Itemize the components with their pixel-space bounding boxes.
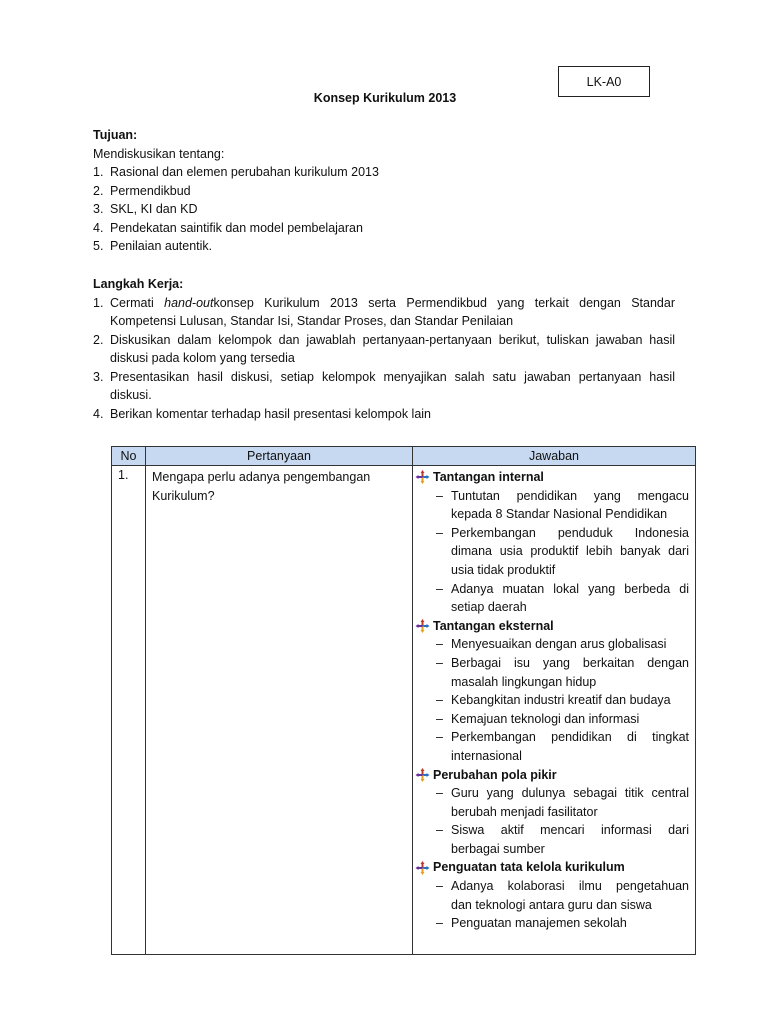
- answer-item: [415, 691, 689, 710]
- answer-item-text: setiap daerah: [451, 600, 527, 615]
- answer-item: [415, 914, 689, 933]
- four-way-arrow-icon: [415, 861, 430, 875]
- answer-item-text: Perkembangan penduduk Indonesia: [451, 525, 689, 540]
- dash-bullet: –: [436, 637, 443, 652]
- answer-item-text: Siswa aktif mencari informasi dari: [451, 823, 689, 838]
- work-step: 2. Diskusikan dalam kelompok dan jawablah pertanyaan-pertanyaan berikut, tuliskan jawaban hasil diskusi pada kolom yang tersedia: [93, 332, 675, 365]
- worksheet-code: LK-A0: [586, 74, 622, 89]
- work-step: 1. Cermati hand-outkonsep Kurikulum 2013 serta Permendikbud yang terkait dengan Standar Kompetensi Lulusan, Standar Isi, Standar Proses, dan Standar Penilaian: [93, 295, 675, 328]
- answer-item: [415, 580, 689, 617]
- answer-item: [415, 821, 689, 858]
- dash-bullet: –: [436, 488, 443, 503]
- work-steps-section: [93, 275, 675, 423]
- question-text: Mengapa perlu adanya pengembangan Kurikulum?: [146, 466, 413, 955]
- answer-item: [415, 487, 689, 524]
- dash-bullet: –: [436, 711, 443, 726]
- dash-bullet: –: [436, 581, 443, 596]
- answer-item-text: Adanya kolaborasi ilmu pengetahuan: [451, 879, 689, 894]
- table-header-row: [112, 447, 696, 466]
- answer-item: [415, 728, 689, 765]
- answer-item-text: Kebangkitan industri kreatif dan budaya: [451, 693, 671, 708]
- dash-bullet: –: [436, 730, 443, 745]
- answer-category-title: Penguatan tata kelola kurikulum: [433, 860, 625, 875]
- dash-bullet: –: [436, 655, 443, 670]
- objective-item: 3. SKL, KI dan KD: [93, 202, 198, 216]
- work-step: 4. Berikan komentar terhadap hasil presentasi kelompok lain: [93, 406, 432, 421]
- work-steps-heading: Langkah Kerja:: [93, 277, 184, 291]
- answer-category-title: Perubahan pola pikir: [433, 767, 557, 782]
- answer-item: [415, 635, 689, 654]
- answer-item-text: dimana usia produktif lebih banyak dari: [451, 544, 689, 559]
- answer-item-text: Adanya muatan lokal yang berbeda di: [451, 581, 689, 596]
- answer-category: [415, 766, 689, 785]
- answer-item-text: Perkembangan pendidikan di tingkat: [451, 730, 689, 745]
- document-title: Konsep Kurikulum 2013: [313, 91, 457, 105]
- dash-bullet: –: [436, 879, 443, 894]
- answer-cell: [413, 466, 696, 955]
- answer-item-text: berbagai sumber: [451, 841, 545, 856]
- objective-item: 2. Permendikbud: [93, 183, 191, 198]
- objective-item: 1. Rasional dan elemen perubahan kurikulum 2013: [93, 165, 379, 179]
- answer-item-text: masalah lingkungan hidup: [451, 674, 597, 689]
- answer-category-title: Tantangan internal: [433, 470, 544, 484]
- answer-item-text: Kemajuan teknologi dan informasi: [451, 711, 640, 726]
- dash-bullet: –: [436, 786, 443, 801]
- answer-item: [415, 524, 689, 580]
- answer-item-text: internasional: [451, 748, 522, 763]
- answer-item-text: berubah menjadi fasilitator: [451, 804, 598, 819]
- answer-item-text: kepada 8 Standar Nasional Pendidikan: [451, 507, 668, 522]
- answer-category: [415, 617, 689, 636]
- work-step: 3. Presentasikan hasil diskusi, setiap kelompok menyajikan salah satu jawaban pertanyaan hasil diskusi.: [93, 369, 675, 402]
- objective-item: 5. Penilaian autentik.: [93, 239, 213, 253]
- objectives-heading: Tujuan:: [93, 128, 138, 142]
- answer-item-text: usia tidak produktif: [451, 562, 556, 577]
- answer-item-text: Tuntutan pendidikan yang mengacu: [451, 488, 689, 503]
- objectives-section: [93, 126, 675, 256]
- answer-category: [415, 468, 689, 487]
- dash-bullet: –: [436, 693, 443, 708]
- answer-item: [415, 877, 689, 914]
- header-question: Pertanyaan: [146, 447, 413, 466]
- header-answer: Jawaban: [413, 447, 696, 466]
- header-no: No: [112, 447, 146, 466]
- answer-item-text: Menyesuaikan dengan arus globalisasi: [451, 637, 667, 652]
- answer-item-text: Berbagai isu yang berkaitan dengan: [451, 655, 689, 670]
- answer-item-text: Guru yang dulunya sebagai titik central: [451, 786, 689, 801]
- answer-item: [415, 654, 689, 691]
- dash-bullet: –: [436, 823, 443, 838]
- answer-item-text: dan teknologi antara guru dan siswa: [451, 897, 652, 912]
- answer-item: [415, 784, 689, 821]
- answer-item: [415, 710, 689, 729]
- four-way-arrow-icon: [415, 619, 430, 633]
- answer-list: [415, 468, 689, 933]
- dash-bullet: –: [436, 525, 443, 540]
- answer-item-text: Penguatan manajemen sekolah: [451, 916, 627, 931]
- answer-category-title: Tantangan eksternal: [433, 618, 554, 633]
- objective-item: 4. Pendekatan saintifik dan model pembelajaran: [93, 220, 363, 235]
- table-row: [112, 466, 696, 955]
- objectives-intro: Mendiskusikan tentang:: [93, 146, 225, 161]
- answer-category: [415, 858, 689, 877]
- dash-bullet: –: [436, 916, 443, 931]
- four-way-arrow-icon: [415, 470, 430, 484]
- question-answer-table: [111, 446, 696, 955]
- row-number: 1.: [112, 466, 146, 955]
- four-way-arrow-icon: [415, 768, 430, 782]
